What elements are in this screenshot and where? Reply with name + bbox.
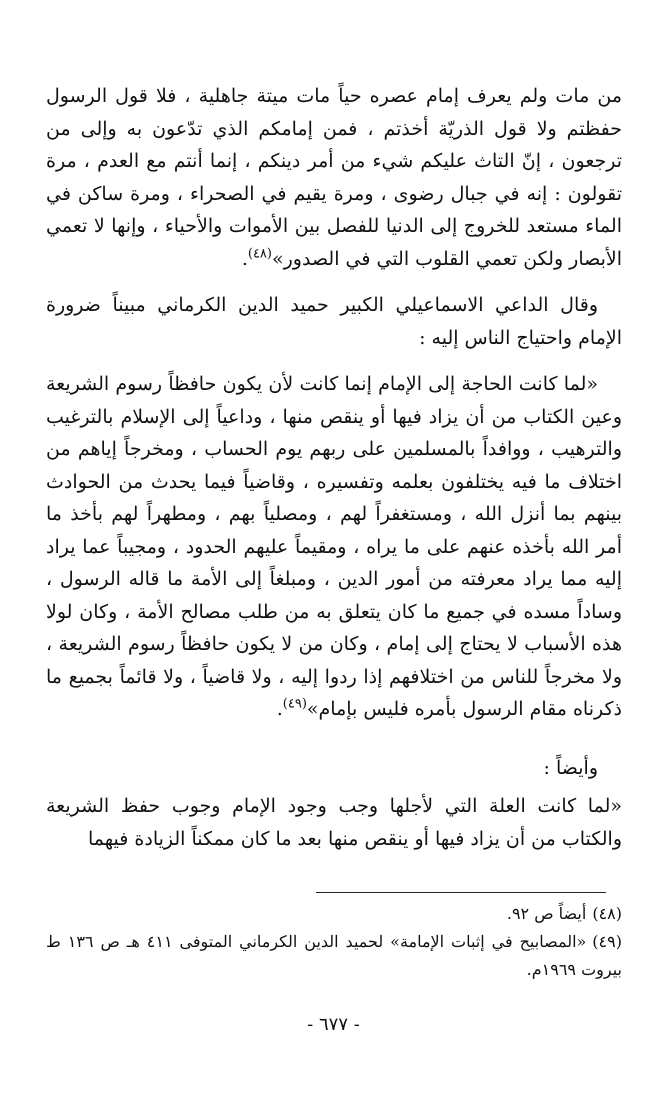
- footnote-text: أيضاً ص ٩٢.: [506, 904, 587, 923]
- paragraph-2: وقال الداعي الاسماعيلي الكبير حميد الدين الكرماني مبيناً ضرورة الإمام واحتياج الناس إليه :: [46, 294, 622, 349]
- footnotes: [46, 900, 622, 984]
- footnote-divider: [316, 892, 606, 893]
- paragraph-3-text: «لما كانت الحاجة إلى الإمام إنما كانت لأن يكون حافظاً رسوم الشريعة وعين الكتاب من أن يزاد فيها أو ينقص منها ، وداعياً إلى الإسلام بالترغيب والترهيب ، ووافداً بالمسلمين على ربهم يوم الحساب ، ومخرجاً إياهم من اختلاف ما فيه يختلفون بعلمه وتفسيره ، وقاضياً فيما يحدث من الحوادث بينهم بما أنزل الله ، ومستغفراً لهم ، ومصلياً بهم ، ومطهراً لهم بأخذ ما أمر الله بأخذه عنهم على ما يراه ، ومقيماً عليهم الحدود ، ومجيباً عما يراد إليه مما يراد معرفته من أمور الدين ، ومبلغاً إلى الأمة ما قاله الرسول ، وساداً مسده في جميع ما كان يتعلق به من طلب مصالح الأمة ، وكان لولا هذه الأسباب لا يحتاج إلى إمام ، وكان من لا يكون حافظاً رسوم الشريعة ، ولا مخرجاً للناس من اختلافهم إذا ردوا إليه ، ولا قاضياً ، ولا قائماً بجميع ما ذكرناه مقام الرسول بأمره فليس بإمام»: [46, 373, 622, 720]
- footnote-ref-48[interactable]: (٤٨): [247, 246, 272, 262]
- paragraph-3-end: .: [276, 698, 283, 720]
- footnote-number: (٤٩): [592, 932, 622, 951]
- page-number: - ٦٧٧ -: [307, 1014, 360, 1035]
- paragraph-3-quote: [46, 368, 622, 726]
- footnote-number: (٤٨): [592, 904, 622, 923]
- paragraph-4-heading: وأيضاً :: [543, 756, 598, 779]
- paragraph-5-quote: «لما كانت العلة التي لأجلها وجب وجود الإمام وجوب حفظ الشريعة والكتاب من أن يزاد فيها أو ينقص منها بعد ما كان ممكناً الزيادة فيهما: [46, 795, 622, 850]
- footnote-48: [46, 900, 622, 928]
- paragraph-1-text: من مات ولم يعرف إمام عصره حياً مات ميتة جاهلية ، فلا قول الرسول حفظتم ولا قول الذريّة أخذتم ، فمن إمامكم الذي تدّعون به وإلى من ترجعون ، إنّ التاث عليكم شيء من أمر دينكم ، إنما أنتم مع العدم ، مرة تقولون : إنه في جبال رضوى ، ومرة يقيم في الصحراء ، ومرة ساكن في الماء مستعد للخروج إلى الدنيا للفصل بين الأموات والأحياء ، وإنها لا تعمي الأبصار ولكن تعمي القلوب التي في الصدور»: [46, 85, 622, 270]
- paragraph-1-end: .: [241, 247, 248, 270]
- footnote-49: [46, 928, 622, 984]
- footnote-text: «المصابيح في إثبات الإمامة» لحميد الدين الكرماني المتوفى ٤١١ هـ ص ١٣٦ ط بيروت ١٩٦٩م.: [46, 932, 622, 979]
- footnote-ref-49[interactable]: (٤٩): [282, 696, 307, 712]
- paragraph-1: [46, 80, 622, 275]
- main-text: [46, 80, 622, 855]
